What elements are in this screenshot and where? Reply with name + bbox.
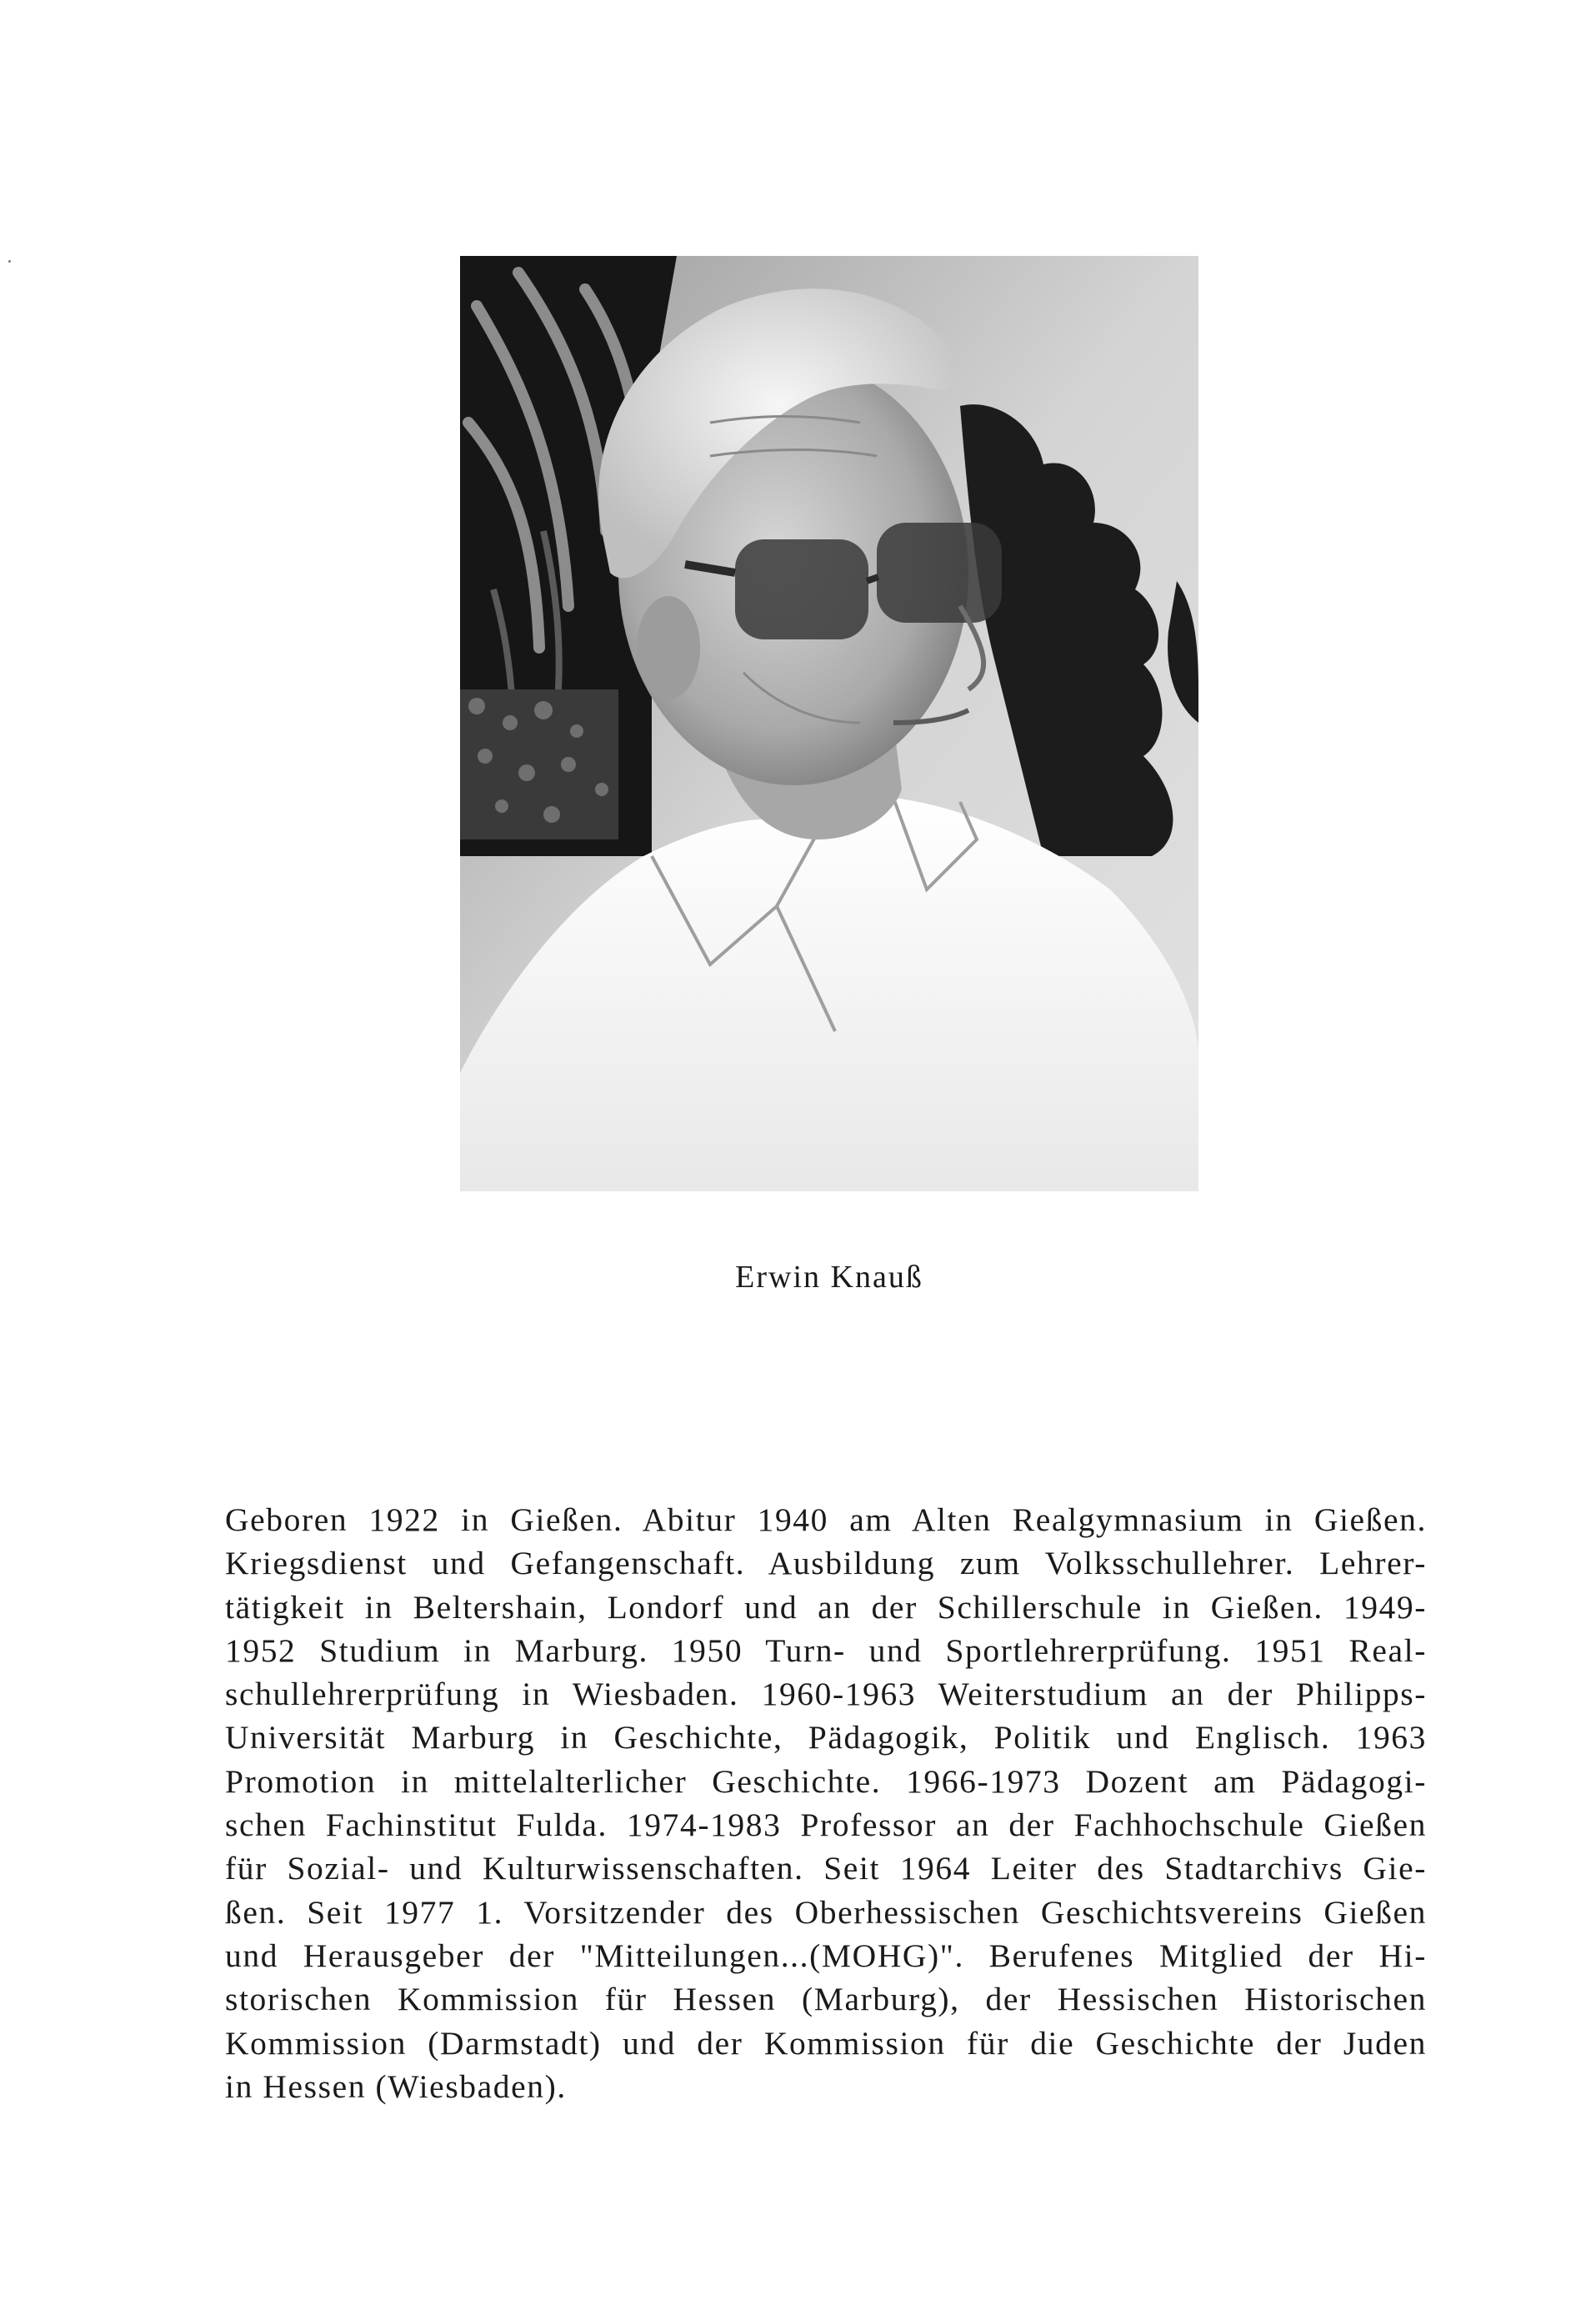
person-name: Erwin Knauß (735, 1260, 923, 1295)
biography-line: ßen. Seit 1977 1. Vorsitzender des Oberhessischen Geschichtsvereins Gießen (225, 1893, 1427, 1931)
biography-line: storischen Kommission für Hessen (Marburg), der Hessischen Historischen (225, 1981, 1427, 2018)
portrait-photo (460, 256, 1198, 1191)
biography-line: tätigkeit in Beltershain, Londorf und an der Schillerschule in Gießen. 1949- (225, 1588, 1427, 1626)
biography-line: schullehrerprüfung in Wiesbaden. 1960-1963 Weiterstudium an der Philipps- (225, 1676, 1427, 1713)
biography-paragraph (225, 1498, 1427, 2108)
portrait-illustration (460, 256, 1198, 1191)
scan-speck (8, 260, 11, 263)
biography-line: Kommission (Darmstadt) und der Kommission für die Geschichte der Juden (225, 2024, 1427, 2062)
biography-line: und Herausgeber der "Mitteilungen...(MOHG)". Berufenes Mitglied der Hi- (225, 1937, 1427, 1974)
biography-line: Universität Marburg in Geschichte, Pädagogik, Politik und Englisch. 1963 (225, 1719, 1427, 1756)
biography-line: schen Fachinstitut Fulda. 1974-1983 Professor an der Fachhochschule Gießen (225, 1806, 1427, 1844)
biography-line: in Hessen (Wiesbaden). (225, 2067, 567, 2105)
biography-line: 1952 Studium in Marburg. 1950 Turn- und Sportlehrerprüfung. 1951 Real- (225, 1631, 1427, 1669)
biography-line: für Sozial- und Kulturwissenschaften. Seit 1964 Leiter des Stadtarchivs Gie- (225, 1850, 1427, 1887)
patterned-fabric (460, 689, 618, 839)
biography-line: Kriegsdienst und Gefangenschaft. Ausbildung zum Volksschullehrer. Lehrer- (225, 1545, 1427, 1582)
biography-line: Promotion in mittelalterlicher Geschichte. 1966-1973 Dozent am Pädagogi- (225, 1762, 1427, 1800)
biography-line: Geboren 1922 in Gießen. Abitur 1940 am Alten Realgymnasium in Gießen. (225, 1501, 1427, 1538)
